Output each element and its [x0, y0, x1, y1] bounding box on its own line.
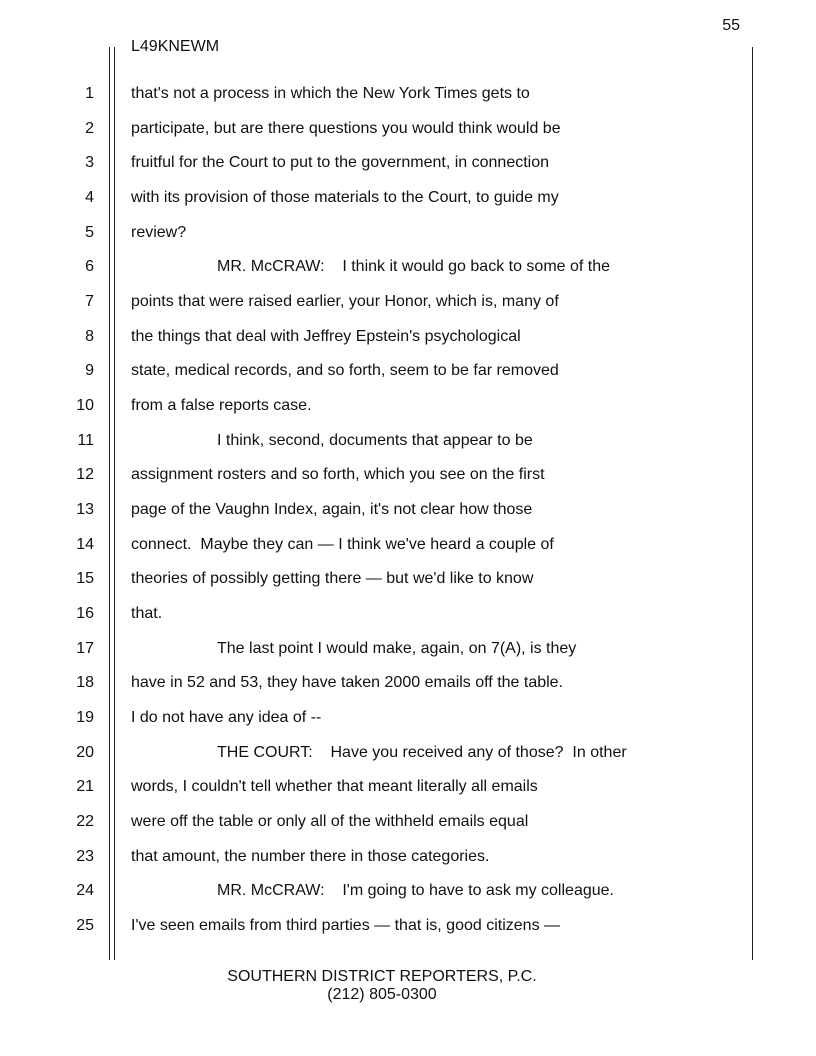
line-text: from a false reports case.	[131, 397, 312, 414]
line-number: 10	[76, 397, 94, 414]
line-text: that's not a process in which the New York Times gets to	[131, 85, 530, 102]
line-number: 19	[76, 709, 94, 726]
transcript-header-id: L49KNEWM	[131, 38, 220, 55]
line-number: 5	[85, 224, 94, 241]
right-margin-rule	[752, 47, 753, 960]
line-number: 7	[85, 293, 94, 310]
line-number: 4	[85, 189, 94, 206]
line-number: 3	[85, 154, 94, 171]
line-text: assignment rosters and so forth, which you see on the first	[131, 466, 545, 483]
line-text: have in 52 and 53, they have taken 2000 emails off the table.	[131, 674, 564, 691]
line-number: 14	[76, 536, 94, 553]
line-number: 24	[76, 882, 94, 899]
line-text: that.	[131, 605, 163, 622]
line-number: 9	[85, 362, 94, 379]
line-number: 13	[76, 501, 94, 518]
line-text: theories of possibly getting there — but we'd like to know	[131, 570, 534, 587]
line-text: I do not have any idea of --	[131, 709, 322, 726]
line-number: 23	[76, 848, 94, 865]
line-text: I think, second, documents that appear to be	[217, 432, 533, 449]
line-text: participate, but are there questions you would think would be	[131, 120, 561, 137]
line-text: were off the table or only all of the withheld emails equal	[131, 813, 529, 830]
line-text: points that were raised earlier, your Honor, which is, many of	[131, 293, 559, 310]
line-text: the things that deal with Jeffrey Epstein's psychological	[131, 328, 521, 345]
line-text: THE COURT: Have you received any of those? In other	[217, 744, 627, 761]
line-text: fruitful for the Court to put to the government, in connection	[131, 154, 550, 171]
left-margin-rule-inner	[114, 47, 115, 960]
line-number: 22	[76, 813, 94, 830]
line-number: 18	[76, 674, 94, 691]
footer-reporter-name: SOUTHERN DISTRICT REPORTERS, P.C.	[227, 968, 537, 985]
line-number: 20	[76, 744, 94, 761]
line-text: page of the Vaughn Index, again, it's not clear how those	[131, 501, 533, 518]
line-number: 25	[76, 917, 94, 934]
line-number: 16	[76, 605, 94, 622]
line-text: state, medical records, and so forth, seem to be far removed	[131, 362, 559, 379]
left-margin-rule-outer	[109, 47, 110, 960]
line-text: words, I couldn't tell whether that meant literally all emails	[131, 778, 538, 795]
line-text: The last point I would make, again, on 7(A), is they	[217, 640, 577, 657]
line-number: 2	[85, 120, 94, 137]
line-text: MR. McCRAW: I think it would go back to some of the	[217, 258, 611, 275]
line-number: 15	[76, 570, 94, 587]
line-number: 1	[85, 85, 94, 102]
line-text: MR. McCRAW: I'm going to have to ask my colleague.	[217, 882, 614, 899]
line-number: 8	[85, 328, 94, 345]
line-text: review?	[131, 224, 187, 241]
line-number: 11	[77, 432, 94, 449]
line-text: connect. Maybe they can — I think we've heard a couple of	[131, 536, 554, 553]
line-number: 12	[76, 466, 94, 483]
footer-phone: (212) 805-0300	[327, 986, 437, 1003]
line-text: I've seen emails from third parties — that is, good citizens —	[131, 917, 561, 934]
line-number: 6	[85, 258, 94, 275]
line-text: that amount, the number there in those categories.	[131, 848, 490, 865]
page-number: 55	[722, 17, 740, 34]
line-number: 21	[76, 778, 94, 795]
line-text: with its provision of those materials to the Court, to guide my	[131, 189, 559, 206]
line-number: 17	[76, 640, 94, 657]
